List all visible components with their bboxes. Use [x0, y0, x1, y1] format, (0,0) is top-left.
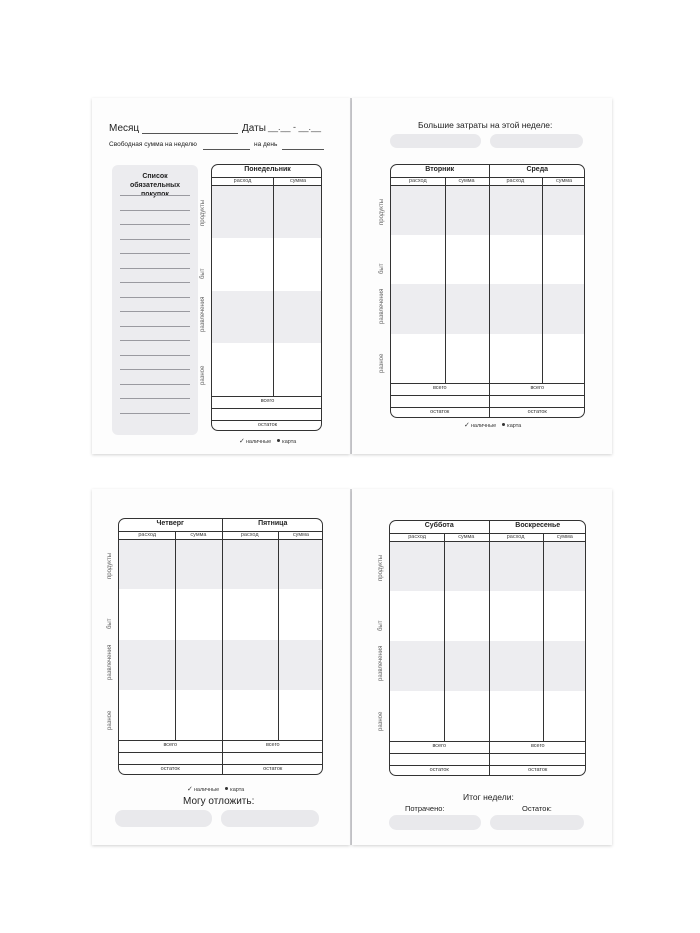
table-line: [119, 752, 322, 753]
category-label: продукты: [107, 553, 113, 580]
day-header: Понедельник: [244, 166, 291, 173]
category-label: разное: [378, 711, 384, 731]
shopping-list-line: [120, 384, 190, 385]
shopping-list-line: [120, 210, 190, 211]
day-header: Вторник: [425, 166, 455, 173]
sum-column-header: сумма: [190, 532, 207, 538]
category-band: [391, 284, 584, 334]
sum-column-header: сумма: [292, 532, 309, 538]
shopping-list-line: [120, 195, 190, 196]
shopping-list-panel: [112, 165, 198, 435]
table-line: [175, 531, 176, 740]
expense-column-header: расход: [240, 532, 259, 538]
day-header: Четверг: [156, 520, 184, 527]
expense-column-header: расход: [408, 534, 426, 540]
total-label: всего: [260, 398, 275, 404]
shopping-list-title: Список обязательных покупок: [129, 173, 181, 198]
legend-cash: наличные: [245, 439, 272, 445]
remainder-label: остаток: [528, 767, 548, 773]
spent-field[interactable]: [389, 815, 481, 830]
category-label: продукты: [378, 554, 384, 581]
month-label: Месяц: [109, 123, 140, 134]
dot-icon: [277, 439, 280, 442]
thursday-friday-table: [118, 518, 323, 775]
category-label: быт: [200, 268, 206, 280]
expense-column-header: расход: [233, 178, 252, 184]
shopping-list-line: [120, 253, 190, 254]
legend: [187, 785, 244, 793]
dates-label: Даты: [242, 123, 266, 134]
legend-card: карта: [230, 787, 245, 793]
category-band: [119, 539, 322, 589]
table-line: [119, 764, 322, 765]
total-label: всего: [265, 742, 280, 748]
table-line: [390, 541, 585, 542]
category-label: разное: [107, 710, 113, 730]
category-label: быт: [379, 263, 385, 275]
sum-column-header: сумма: [458, 534, 475, 540]
table-line: [278, 531, 279, 740]
table-line: [543, 533, 544, 741]
remainder-label: остаток: [527, 409, 547, 415]
tuesday-wednesday-table: [390, 164, 585, 418]
monday-table: [211, 164, 322, 431]
shopping-list-line: [120, 398, 190, 399]
day-header: Пятница: [258, 520, 288, 527]
shopping-list-line: [120, 326, 190, 327]
spent-label: Потрачено:: [405, 804, 445, 813]
page-2: [352, 98, 612, 454]
table-line: [212, 185, 321, 186]
table-line: [391, 185, 584, 186]
sum-column-header: сумма: [289, 178, 307, 184]
category-label: быт: [378, 620, 384, 631]
total-label: всего: [530, 385, 545, 391]
legend: [464, 421, 521, 429]
table-line: [445, 177, 446, 383]
saturday-sunday-table: [389, 520, 586, 776]
dot-icon: [225, 787, 228, 790]
bottom-spread: [92, 489, 612, 845]
shopping-list-line: [120, 224, 190, 225]
legend-cash: наличные: [470, 423, 497, 429]
remainder-label: остаток: [160, 766, 180, 772]
table-line: [391, 395, 584, 396]
per-day-blank-line: [282, 149, 324, 150]
shopping-list-line: [120, 239, 190, 240]
table-line: [444, 533, 445, 741]
sum-column-header: сумма: [556, 178, 573, 184]
expense-column-header: расход: [408, 178, 427, 184]
shopping-list-line: [120, 369, 190, 370]
table-line: [391, 383, 584, 384]
dot-icon: [502, 423, 505, 426]
big-expense-field-2[interactable]: [490, 134, 583, 148]
table-line: [212, 420, 321, 421]
big-expense-field-1[interactable]: [390, 134, 481, 148]
category-label: быт: [107, 618, 113, 630]
expense-column-header: расход: [506, 534, 525, 540]
total-label: всего: [432, 385, 447, 391]
per-day-label: на день: [254, 141, 278, 148]
table-line: [222, 519, 223, 774]
dates-blank: __.__ - __.__: [268, 122, 322, 132]
legend: [239, 437, 296, 445]
page-1: [92, 98, 350, 454]
shopping-list-line: [120, 297, 190, 298]
shopping-list-line: [120, 355, 190, 356]
category-band: [212, 185, 321, 238]
can-save-field-2[interactable]: [221, 810, 319, 827]
check-icon: ✓: [239, 438, 245, 445]
category-label: развлечения: [107, 644, 113, 680]
category-label: развлечения: [379, 288, 385, 324]
month-blank-line: [142, 133, 238, 134]
shopping-list-line: [120, 413, 190, 414]
table-line: [390, 741, 585, 742]
total-label: всего: [163, 742, 178, 748]
day-header: Суббота: [424, 522, 454, 529]
legend-cash: наличные: [193, 787, 220, 793]
category-label: разное: [379, 353, 385, 374]
category-band: [212, 291, 321, 344]
category-band: [390, 541, 585, 591]
total-label: всего: [530, 743, 545, 749]
shopping-list-line: [120, 340, 190, 341]
expense-column-header: расход: [138, 532, 157, 538]
table-line: [212, 408, 321, 409]
category-label: развлечения: [378, 645, 384, 681]
table-line: [390, 753, 585, 754]
shopping-list-line: [120, 282, 190, 283]
table-line: [119, 740, 322, 741]
day-header: Среда: [526, 166, 549, 173]
page-4: [352, 489, 612, 845]
can-save-field-1[interactable]: [115, 810, 212, 827]
category-label: продукты: [200, 200, 206, 227]
category-band: [119, 640, 322, 690]
table-line: [542, 177, 543, 383]
remainder-label: остаток: [257, 422, 278, 428]
page-3: [92, 489, 350, 845]
shopping-list-line: [120, 311, 190, 312]
legend-card: карта: [507, 423, 522, 429]
category-label: продукты: [379, 198, 385, 225]
check-icon: ✓: [187, 786, 193, 793]
week-total-title: Итог недели:: [463, 792, 514, 802]
sum-column-header: сумма: [458, 178, 475, 184]
can-save-title: Могу отложить:: [183, 796, 255, 807]
table-line: [391, 407, 584, 408]
expense-column-header: расход: [506, 178, 525, 184]
big-expenses-title: Большие затраты на этой неделе:: [418, 120, 553, 130]
remainder-label: остаток: [263, 766, 283, 772]
shopping-list-line: [120, 268, 190, 269]
free-sum-label: Свободная сумма на неделю: [109, 141, 197, 148]
remainder-label: остаток: [430, 409, 450, 415]
total-label: всего: [432, 743, 447, 749]
table-line: [119, 539, 322, 540]
day-header: Воскресенье: [515, 522, 561, 529]
category-label: развлечения: [200, 296, 206, 332]
category-band: [391, 185, 584, 235]
category-band: [390, 641, 585, 691]
table-line: [489, 165, 490, 417]
remainder-label: остаток: [429, 767, 449, 773]
top-spread: [92, 98, 612, 454]
table-line: [489, 521, 490, 775]
table-line: [273, 177, 274, 396]
table-line: [212, 396, 321, 397]
check-icon: ✓: [464, 422, 470, 429]
table-line: [390, 765, 585, 766]
legend-card: карта: [282, 439, 297, 445]
remaining-label: Остаток:: [522, 804, 552, 813]
remaining-field[interactable]: [490, 815, 584, 830]
category-label: разное: [200, 365, 206, 385]
free-sum-blank-line: [203, 149, 250, 150]
sum-column-header: сумма: [556, 534, 573, 540]
